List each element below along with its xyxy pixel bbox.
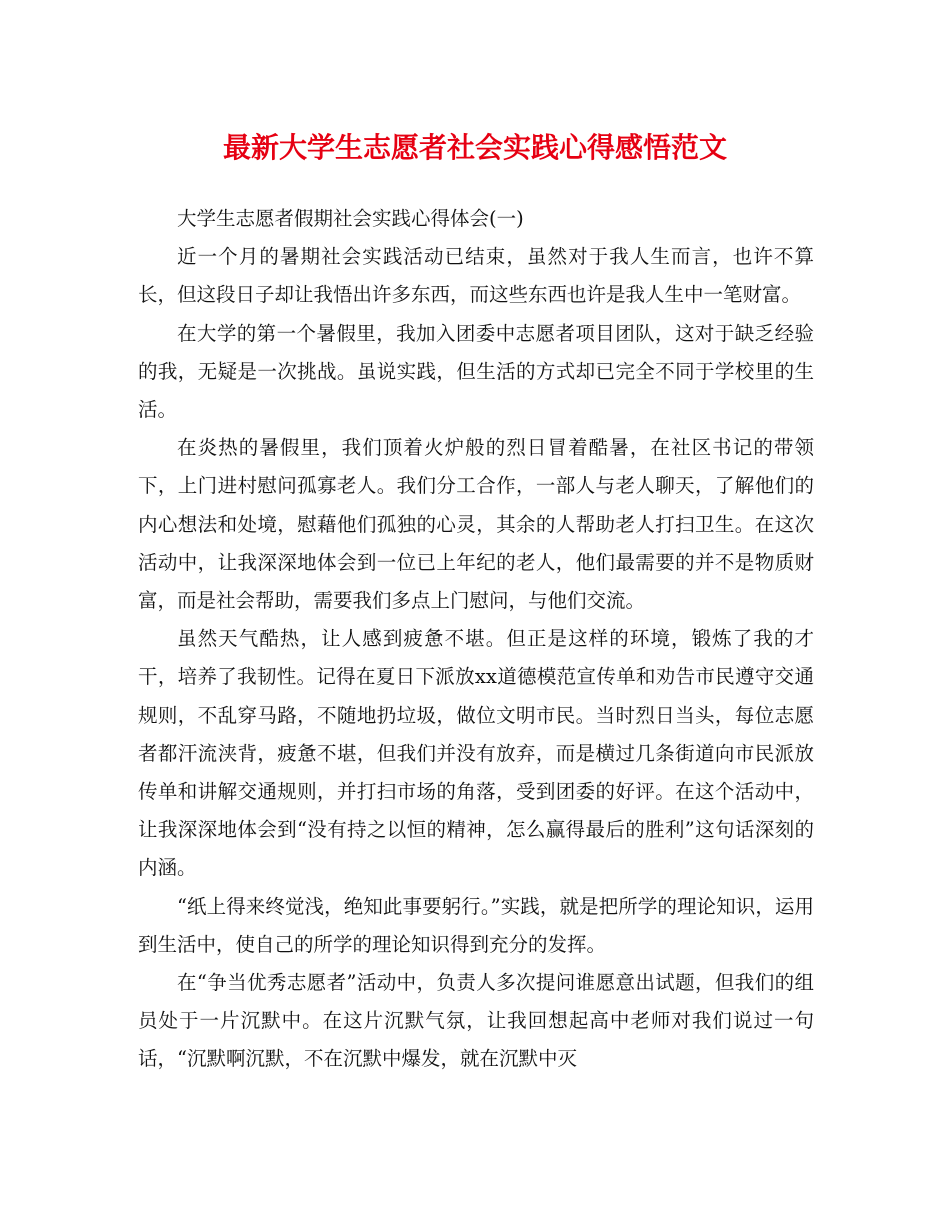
section-heading: 大学生志愿者假期社会实践心得体会(一) bbox=[177, 207, 524, 230]
body-paragraph: 在大学的第一个暑假里，我加入团委中志愿者项目团队，这对于缺乏经验的我，无疑是一次挑战。虽说实践，但生活的方式却已完全不同于学校里的生活。 bbox=[138, 321, 814, 422]
body-paragraph: 近一个月的暑期社会实践活动已结束，虽然对于我人生而言，也许不算长，但这段日子却让我悟出许多东西，而这些东西也许是我人生中一笔财富。 bbox=[138, 245, 814, 307]
body-paragraph: 在炎热的暑假里，我们顶着火炉般的烈日冒着酷暑，在社区书记的带领下，上门进村慰问孤寡老人。我们分工合作，一部人与老人聊天，了解他们的内心想法和处境，慰藉他们孤独的心灵，其余的人帮助老人打扫卫生。在这次活动中，让我深深地体会到一位已上年纪的老人，他们最需要的并不是物质财富，而是社会帮助，需要我们多点上门慰问，与他们交流。 bbox=[138, 436, 814, 613]
body-paragraph: “纸上得来终觉浅，绝知此事要躬行。”实践，就是把所学的理论知识，运用到生活中，使自己的所学的理论知识得到充分的发挥。 bbox=[138, 894, 814, 956]
document-title: 最新大学生志愿者社会实践心得感悟范文 bbox=[222, 131, 727, 164]
document-body bbox=[138, 200, 814, 1079]
body-paragraph: 在“争当优秀志愿者”活动中，负责人多次提问谁愿意出试题，但我们的组员处于一片沉默中。在这片沉默气氛，让我回想起高中老师对我们说过一句话，“沉默啊沉默，不在沉默中爆发，就在沉默中灭 bbox=[138, 971, 814, 1071]
body-paragraph: 虽然天气酷热，让人感到疲惫不堪。但正是这样的环境，锻炼了我的才干，培养了我韧性。记得在夏日下派放xx道德模范宣传单和劝告市民遵守交通规则，不乱穿马路，不随地扔垃圾，做位文明市民。当时烈日当头，每位志愿者都汗流浃背，疲惫不堪，但我们并没有放弃，而是横过几条街道向市民派放传单和讲解交通规则，并打扫市场的角落，受到团委的好评。在这个活动中，让我深深地体会到“没有持之以恒的精神，怎么赢得最后的胜利”这句话深刻的内涵。 bbox=[138, 627, 814, 880]
